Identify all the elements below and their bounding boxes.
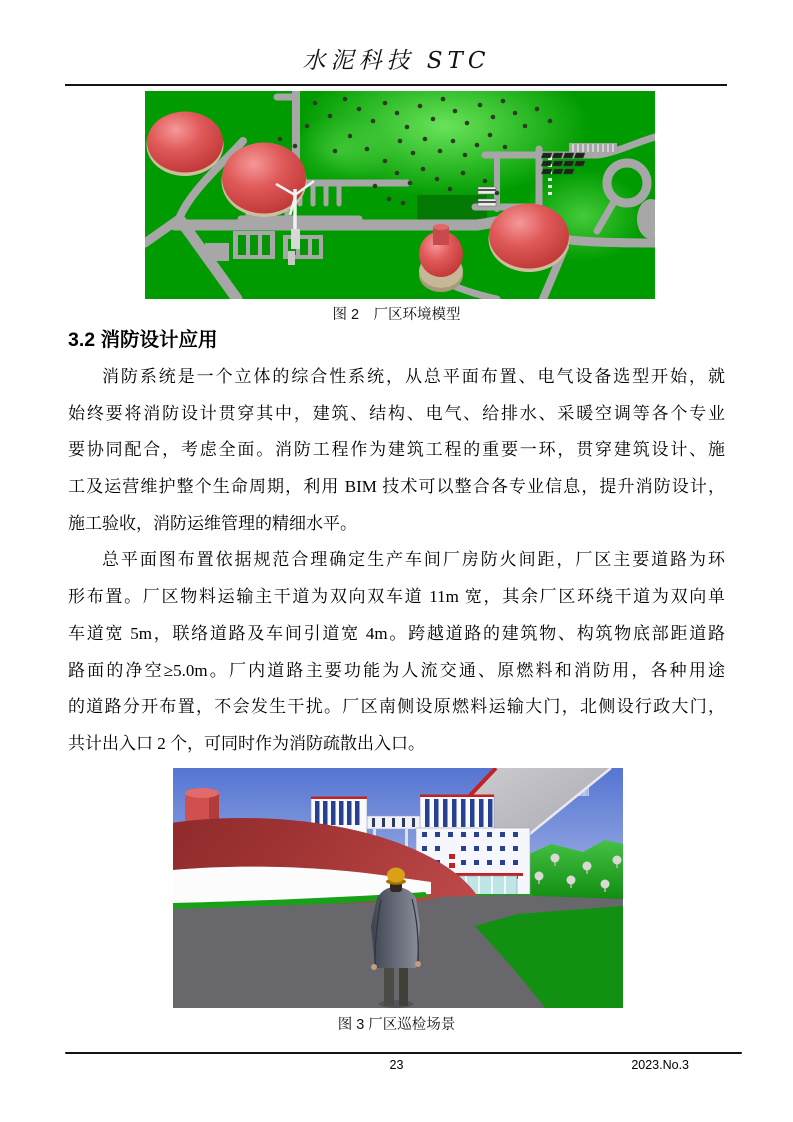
hard-hat [387, 868, 405, 883]
figure-plant-environment-model [145, 91, 655, 299]
body-text [68, 359, 725, 763]
figure3-caption: 图 3 厂区巡检场景 [337, 1017, 456, 1033]
journal-title: 水泥科技 STC [302, 48, 491, 74]
footer-issue: 2023.No.3 [631, 1058, 689, 1072]
paragraph-line: 总平面图布置依据规范合理确定生产车间厂房防火间距，厂区主要道路为环 [102, 550, 725, 570]
paragraph-line: 路面的净空≥5.0m。厂内道路主要功能为人流交通、原燃料和消防用，各种用途 [68, 660, 725, 680]
figure-plant-patrol-scene [173, 768, 623, 1008]
section-heading: 3.2 消防设计应用 [68, 329, 218, 351]
paragraph-line: 消防系统是一个立体的综合性系统，从总平面布置、电气设备选型开始，就 [102, 367, 725, 386]
footer-rule [65, 1052, 742, 1054]
paragraph-line: 要协同配合，考虑全面。消防工程作为建筑工程的重要一环，贯穿建筑设计、施 [68, 440, 725, 460]
footer-page-number: 23 [389, 1058, 404, 1072]
plant-environment-render [145, 91, 655, 299]
patrol-scene-render [173, 768, 623, 1008]
paragraph-line: 车道宽 5m，联络道路及车间引道宽 4m。跨越道路的建筑物、构筑物底部距道路 [68, 623, 725, 643]
paragraph-line: 形布置。厂区物料运输主干道为双向双车道 11m 宽，其余厂区环绕干道为双向单 [68, 587, 725, 607]
paragraph-line: 始终要将消防设计贯穿其中，建筑、结构、电气、给排水、采暖空调等各个专业 [68, 403, 725, 423]
paragraph-line: 的道路分开布置，不会发生干扰。厂区南侧设原燃料运输大门，北侧设行政大门， [68, 697, 725, 717]
figure2-caption: 图 2 厂区环境模型 [332, 307, 461, 323]
header-rule [65, 84, 727, 86]
paragraph-line: 共计出入口 2 个，可同时作为消防疏散出入口。 [68, 733, 425, 753]
paragraph-line: 工及运营维护整个生命周期，利用 BIM 技术可以整合各专业信息，提升消防设计， [68, 477, 725, 497]
paragraph-line: 施工验收，消防运维管理的精细水平。 [68, 513, 357, 533]
